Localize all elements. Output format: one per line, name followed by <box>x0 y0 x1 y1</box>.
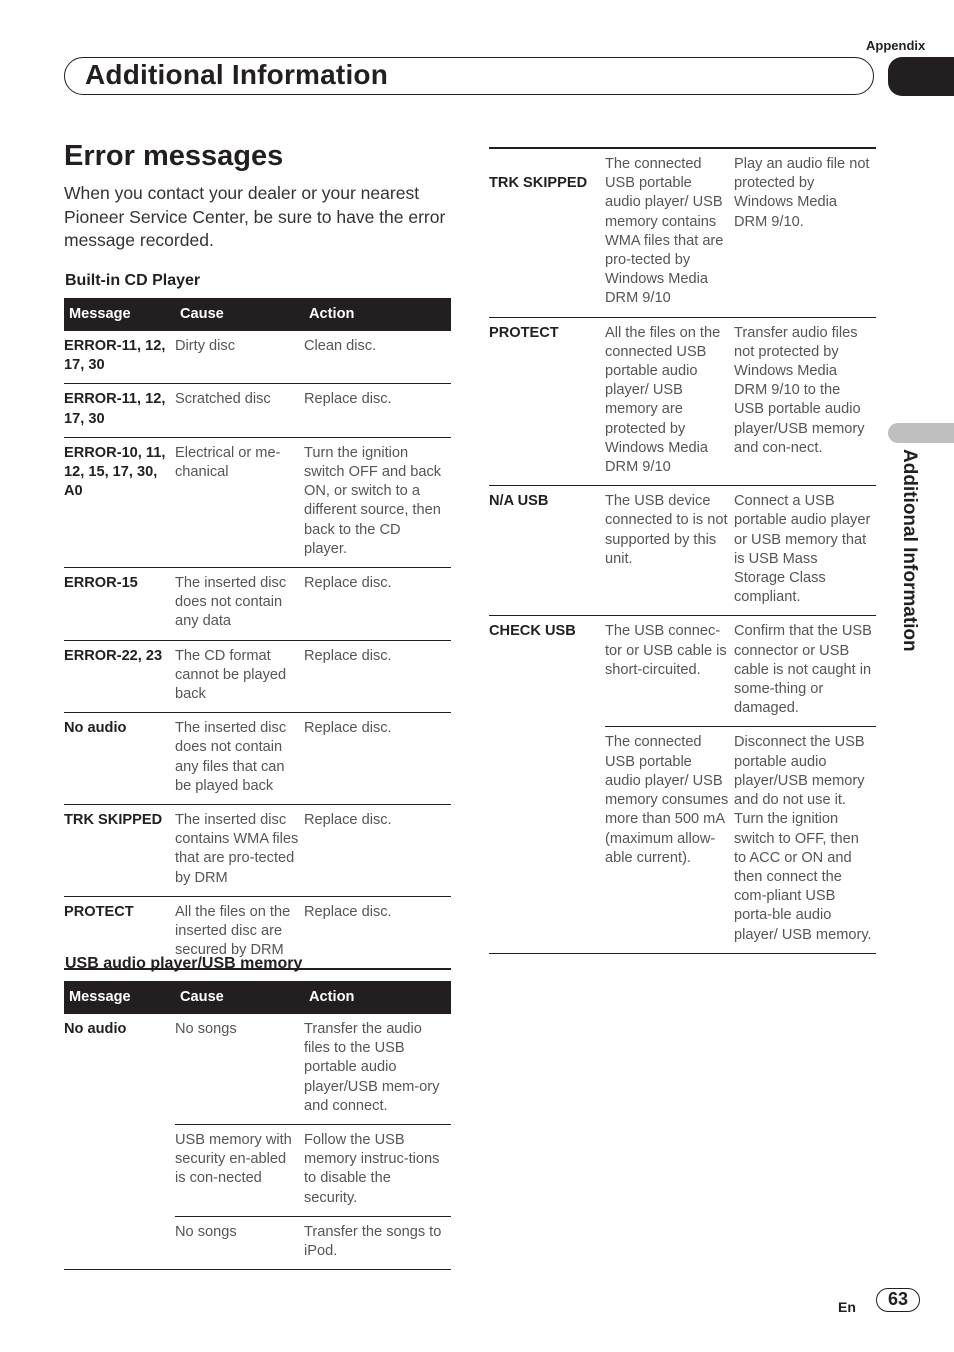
intro-paragraph: When you contact your dealer or your nearest Pioneer Service Center, be sure to have the error message recorded. <box>64 183 446 250</box>
action-cell: Confirm that the USB connector or USB cable is not caught in some-thing or damaged. <box>734 616 876 727</box>
table-row <box>64 640 451 713</box>
cause-cell: The inserted disc does not contain any data <box>175 568 304 641</box>
message-cell <box>489 727 605 953</box>
cause-cell: The connected USB portable audio player/ USB memory consumes more than 500 mA (maximum allow-able current). <box>605 727 734 953</box>
table-row <box>64 384 451 437</box>
page-number: 63 <box>876 1288 920 1312</box>
language-label: En <box>838 1299 856 1315</box>
table-row <box>489 148 876 317</box>
usb-error-table <box>64 981 451 1270</box>
side-section-label: Additional Information <box>899 449 920 652</box>
table-header-row <box>64 981 451 1014</box>
message-cell: N/A USB <box>489 486 605 616</box>
message-cell: CHECK USB <box>489 623 576 640</box>
table-row <box>489 727 876 953</box>
message-cell: No audio <box>64 1021 127 1037</box>
table-row <box>64 1216 451 1269</box>
usb-error-table-continued <box>489 147 876 954</box>
message-cell: PROTECT <box>489 317 605 486</box>
action-cell: Replace disc. <box>304 713 451 805</box>
cause-cell: Dirty disc <box>175 331 304 384</box>
action-cell: Transfer the songs to iPod. <box>304 1216 451 1269</box>
action-cell: Transfer audio files not protected by Windows Media DRM 9/10 to the USB portable audio player/USB memory and con-nect. <box>734 317 876 486</box>
cause-cell: The USB connec-tor or USB cable is short-circuited. <box>605 616 734 727</box>
cd-table-heading: Built-in CD Player <box>65 272 201 289</box>
column-header-message: Message <box>64 981 175 1014</box>
action-cell: Replace disc. <box>304 640 451 713</box>
cause-cell: Scratched disc <box>175 384 304 437</box>
cause-cell: The inserted disc contains WMA files that are pro-tected by DRM <box>175 805 304 897</box>
table-row <box>64 437 451 567</box>
page-title: Error messages <box>64 140 284 172</box>
column-header-action: Action <box>304 981 451 1014</box>
action-cell: Replace disc. <box>304 805 451 897</box>
cd-error-table <box>64 298 451 970</box>
cause-cell: No songs <box>175 1014 304 1125</box>
table-row <box>64 805 451 897</box>
action-cell: Replace disc. <box>304 384 451 437</box>
message-cell: ERROR-11, 12, 17, 30 <box>64 331 175 384</box>
message-cell: ERROR-10, 11, 12, 15, 17, 30, A0 <box>64 437 175 567</box>
message-cell: TRK SKIPPED <box>64 805 175 897</box>
table-row <box>489 486 876 616</box>
table-header-row <box>64 298 451 331</box>
cause-cell: USB memory with security en-abled is con-nected <box>175 1125 304 1217</box>
section-tab-marker <box>888 57 954 96</box>
column-header-message: Message <box>64 298 175 331</box>
cause-cell: No songs <box>175 1216 304 1269</box>
cause-cell: All the files on the inserted disc are secured by DRM <box>175 896 304 969</box>
table-row <box>64 1125 451 1217</box>
action-cell: Replace disc. <box>304 568 451 641</box>
cause-cell: The connected USB portable audio player/ USB memory contains WMA files that are pro-tected by Windows Media DRM 9/10 <box>605 148 734 317</box>
usb-table-heading: USB audio player/USB memory <box>65 955 303 972</box>
action-cell: Replace disc. <box>304 896 451 969</box>
action-cell: Follow the USB memory instruc-tions to disable the security. <box>304 1125 451 1217</box>
column-header-cause: Cause <box>175 981 304 1014</box>
message-cell: No audio <box>64 713 175 805</box>
message-cell: TRK SKIPPED <box>489 148 605 317</box>
action-cell: Play an audio file not protected by Windows Media DRM 9/10. <box>734 148 876 317</box>
action-cell: Disconnect the USB portable audio player/USB memory and do not use it. Turn the ignition switch to OFF, then to ACC or ON and then connect the com-pliant USB porta-ble audio player/ USB memory. <box>734 727 876 953</box>
cause-cell: The inserted disc does not contain any files that can be played back <box>175 713 304 805</box>
appendix-label: Appendix <box>866 38 926 53</box>
message-cell: ERROR-15 <box>64 568 175 641</box>
cause-cell: All the files on the connected USB portable audio player/ USB memory are protected by Windows Media DRM 9/10 <box>605 317 734 486</box>
cause-cell: Electrical or me-chanical <box>175 437 304 567</box>
action-cell: Transfer the audio files to the USB portable audio player/USB mem-ory and connect. <box>304 1014 451 1125</box>
table-row <box>64 713 451 805</box>
table-row <box>489 317 876 486</box>
cause-cell: The USB device connected to is not supported by this unit. <box>605 486 734 616</box>
action-cell: Clean disc. <box>304 331 451 384</box>
side-tab-marker <box>888 423 954 443</box>
table-row <box>64 568 451 641</box>
section-title: Additional Information <box>85 59 389 90</box>
message-cell <box>64 1216 175 1269</box>
action-cell: Connect a USB portable audio player or USB memory that is USB Mass Storage Class compliant. <box>734 486 876 616</box>
message-cell: ERROR-22, 23 <box>64 640 175 713</box>
column-header-cause: Cause <box>175 298 304 331</box>
column-header-action: Action <box>304 298 451 331</box>
action-cell: Turn the ignition switch OFF and back ON, or switch to a different source, then back to the CD player. <box>304 437 451 567</box>
table-row <box>489 616 876 727</box>
message-cell <box>64 1125 175 1217</box>
table-row <box>64 331 451 384</box>
cause-cell: The CD format cannot be played back <box>175 640 304 713</box>
message-cell: ERROR-11, 12, 17, 30 <box>64 384 175 437</box>
table-row <box>64 1014 451 1125</box>
message-cell: PROTECT <box>64 896 175 969</box>
